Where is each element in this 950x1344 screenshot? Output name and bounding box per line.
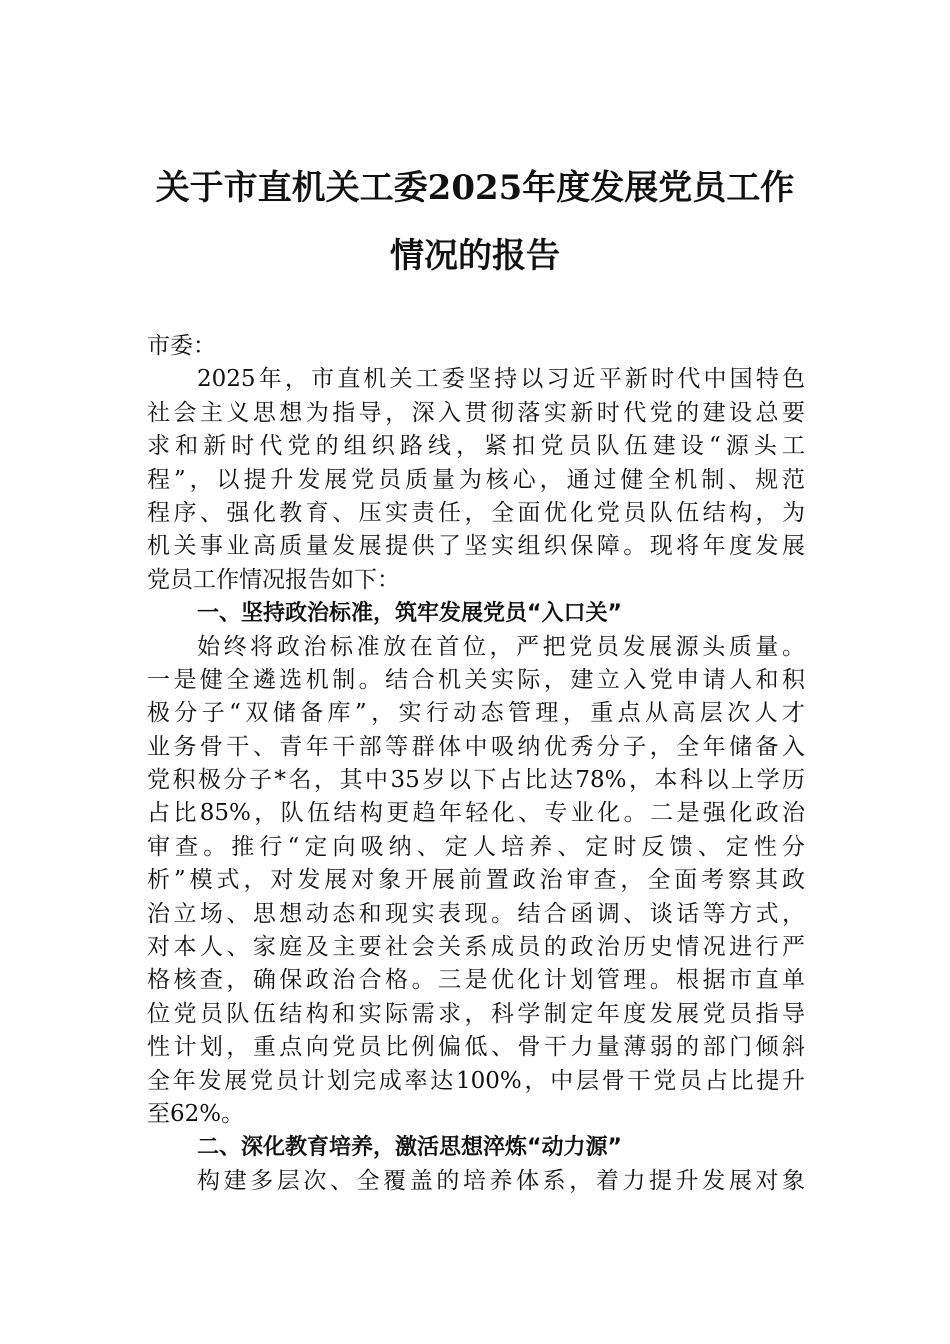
body-text-line: 构建多层次、全覆盖的培养体系，着力提升发展对象 <box>197 1167 805 1194</box>
salutation: 市委： <box>147 333 216 359</box>
body-text-line: 格核查，确保政治合格。三是优化计划管理。根据市直单 <box>147 967 805 994</box>
body-text-line: 极分子“双储备库”，实行动态管理，重点从高层次人才 <box>147 700 805 727</box>
body-text-line: 始终将政治标准放在首位，严把党员发展源头质量。 <box>197 633 805 660</box>
section-heading: 二、深化教育培养，激活思想淬炼“动力源” <box>197 1135 622 1161</box>
section-heading: 一、坚持政治标准，筑牢发展党员“入口关” <box>197 601 622 627</box>
body-text-line: 业务骨干、青年干部等群体中吸纳优秀分子，全年储备入 <box>147 733 805 760</box>
body-text-line: 析”模式，对发展对象开展前置政治审查，全面考察其政 <box>147 867 805 894</box>
body-text-line: 程序、强化教育、压实责任，全面优化党员队伍结构，为 <box>147 499 805 526</box>
body-text-line: 党积极分子*名，其中35岁以下占比达78%，本科以上学历 <box>147 767 805 794</box>
body-text-line: 求和新时代党的组织路线，紧扣党员队伍建设“源头工 <box>147 433 805 460</box>
body-text-line: 一是健全遴选机制。结合机关实际，建立入党申请人和积 <box>147 666 805 693</box>
body-text-line: 机关事业高质量发展提供了坚实组织保障。现将年度发展 <box>147 533 805 560</box>
body-text-line: 治立场、思想动态和现实表现。结合函调、谈话等方式， <box>147 900 805 927</box>
body-text-line: 至62%。 <box>147 1100 245 1127</box>
body-text-line: 占比85%，队伍结构更趋年轻化、专业化。二是强化政治 <box>147 800 805 827</box>
body-text-line: 性计划，重点向党员比例偏低、骨干力量薄弱的部门倾斜 <box>147 1034 805 1061</box>
body-text-line: 位党员队伍结构和实际需求，科学制定年度发展党员指导 <box>147 1000 805 1027</box>
body-text-line: 全年发展党员计划完成率达100%，中层骨干党员占比提升 <box>147 1067 805 1094</box>
body-text-line: 党员工作情况报告如下： <box>147 566 400 593</box>
document-title-line-2: 情况的报告 <box>390 236 560 276</box>
body-text-line: 审查。推行“定向吸纳、定人培养、定时反馈、定性分 <box>147 833 805 860</box>
body-text-line: 程”，以提升发展党员质量为核心，通过健全机制、规范 <box>147 466 805 493</box>
body-text-line: 2025年，市直机关工委坚持以习近平新时代中国特色 <box>197 366 805 393</box>
body-text-line: 对本人、家庭及主要社会关系成员的政治历史情况进行严 <box>147 934 805 961</box>
body-text-line: 社会主义思想为指导，深入贯彻落实新时代党的建设总要 <box>147 399 805 426</box>
document-body <box>147 330 805 1198</box>
document-title-line-1: 关于市直机关工委2025年度发展党员工作 <box>155 168 795 208</box>
